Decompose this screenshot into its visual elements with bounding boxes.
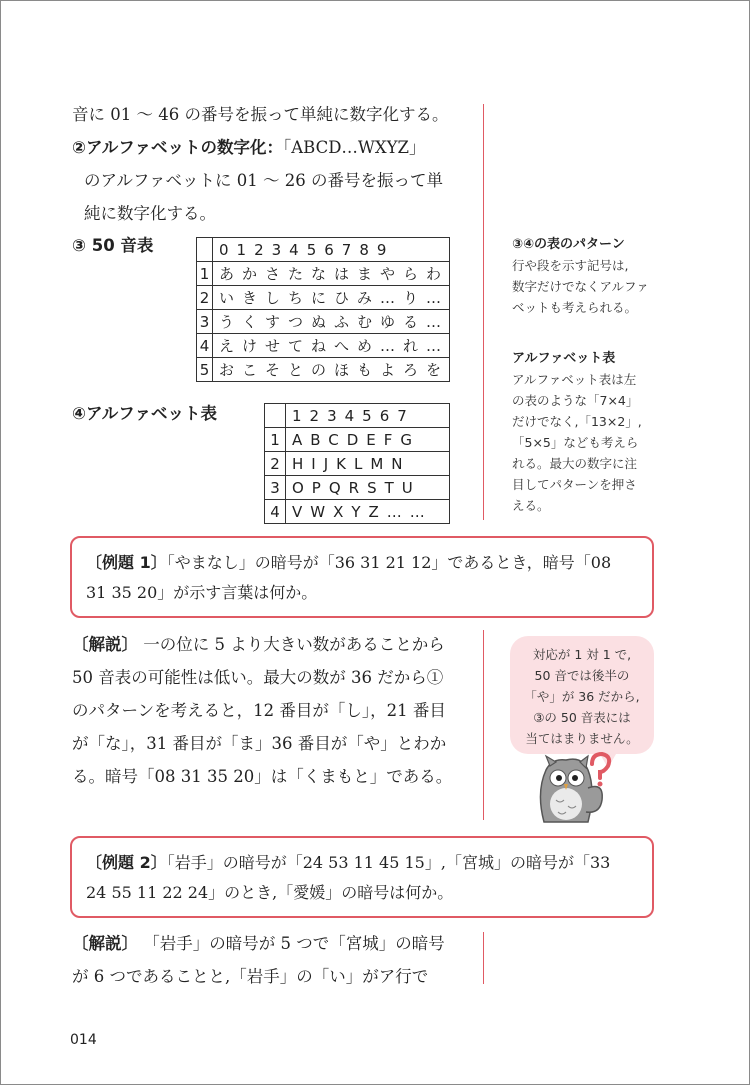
table-row: 2 HIJKLMN	[265, 452, 450, 476]
solution2-label: 〔解説〕	[72, 934, 138, 953]
table-row: 4 えけせてねへめ…れ…	[197, 334, 450, 358]
note-line: える。	[512, 498, 550, 513]
table-row: 3 うくすつぬふむゆる…	[197, 310, 450, 334]
tableAlpha-heading: ④アルファベット表	[72, 404, 217, 423]
sidebar-notes	[512, 234, 662, 516]
alphabet-range: 「ABCD…WXYZ」	[282, 138, 426, 157]
example1-line1: 「やまなし」の暗号が「36 31 21 12」であるとき，暗号「08	[166, 553, 612, 572]
alphabet-heading: ②アルファベットの数字化：	[72, 138, 283, 157]
table50-heading: ③ 50 音表	[72, 236, 154, 255]
note-line: だけでなく,「13×2」,	[512, 414, 642, 429]
note-line: ベットも考えられる。	[512, 300, 638, 315]
table-50on	[196, 237, 450, 382]
alphabet-line2: のアルファベットに 01 ～ 26 の番号を振って単	[84, 171, 443, 190]
alphabet-line3: 純に数字化する。	[84, 204, 216, 223]
owl-mascot-icon	[522, 752, 622, 826]
note-line: の表のような「7×4」	[512, 393, 639, 408]
margin-rule	[483, 932, 484, 984]
example2-line2: 24 55 11 22 24」のとき,「愛媛」の暗号は何か。	[86, 883, 454, 902]
margin-rule	[483, 104, 484, 520]
example1-label: 〔例題 1〕	[86, 553, 167, 572]
table-row: 5 おこそとのほもよろを	[197, 358, 450, 382]
solution1-text: 〔解説〕 一の位に 5 より大きい数があることから 50 音表の可能性は低い。最大の数が 36 だから① のパターンを考えると，12 番目が「し」，21 番目 が「な」，31 番目が「ま」36 番目が「や」とわか る。暗号「08 31 35 20」は「くまもと」である。	[72, 635, 453, 786]
note-line: 行や段を示す記号は,	[512, 258, 629, 273]
note-line: 数字だけでなくアルファ	[512, 279, 649, 294]
note-line: アルファベット表は左	[512, 372, 637, 387]
table-row: 1 ABCDEFG	[265, 428, 450, 452]
margin-rule	[483, 630, 484, 820]
page-number: 014	[70, 1032, 97, 1048]
table-row: 1 あかさたなはまやらわ	[197, 262, 450, 286]
table-row: 4 VWXYZ……	[265, 500, 450, 524]
speech-bubble: 対応が 1 対 1 で, 50 音では後半の 「や」が 36 だから, ③の 50 音表には 当てはまりません。	[510, 636, 654, 754]
table-row: 3 OPQRSTU	[265, 476, 450, 500]
solution1-label: 〔解説〕	[72, 635, 138, 654]
note-line: 目してパターンを押さ	[512, 477, 637, 492]
alphabet-line	[72, 131, 462, 164]
table-alphabet	[264, 403, 450, 524]
table-row: 1234567	[265, 404, 450, 428]
example2-box	[70, 836, 654, 918]
example2-label: 〔例題 2〕	[86, 853, 167, 872]
example1-line2: 31 35 20」が示す言葉は何か。	[86, 583, 318, 602]
pattern-heading: ③④の表のパターン	[512, 237, 625, 252]
note-line: 「5×5」なども考えら	[512, 435, 639, 450]
alpha-heading: アルファベット表	[512, 351, 616, 366]
example2-line1: 「岩手」の暗号が「24 53 11 45 15」,「宮城」の暗号が「33	[166, 853, 611, 872]
table-row: 2 いきしちにひみ…り…	[197, 286, 450, 310]
lead-line: 音に 01 ～ 46 の番号を振って単純に数字化する。	[72, 105, 449, 124]
example1-box	[70, 536, 654, 618]
note-line: れる。最大の数字に注	[512, 456, 638, 471]
solution2-text: 〔解説〕 「岩手」の暗号が 5 つで「宮城」の暗号 が 6 つであることと,「岩手」の「い」がア行で	[72, 934, 445, 986]
table-row: 0123456789	[197, 238, 450, 262]
section2-text	[72, 98, 462, 230]
